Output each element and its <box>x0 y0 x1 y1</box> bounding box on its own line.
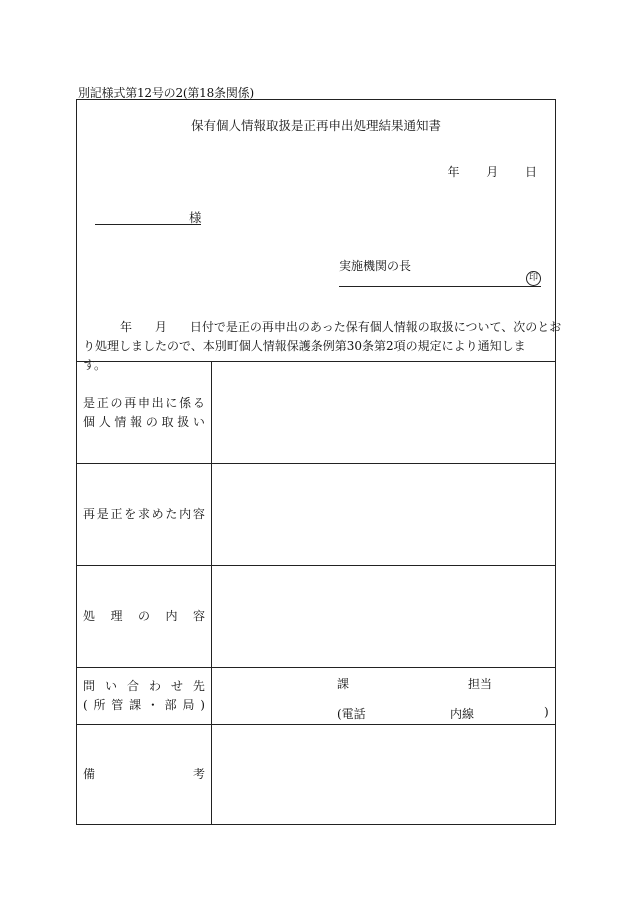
request-content-field[interactable] <box>212 464 555 565</box>
row-label-contact <box>77 668 212 724</box>
label-char: 再 <box>83 507 96 521</box>
label-char: た <box>165 507 178 521</box>
label-char: 考 <box>192 767 205 781</box>
label-char: を <box>124 507 137 521</box>
label-char: わ <box>148 679 161 693</box>
label-char: 出 <box>151 395 164 410</box>
label-char: 合 <box>126 679 139 693</box>
label-line <box>83 394 205 413</box>
processing-field[interactable] <box>212 566 555 667</box>
label-char: 所 <box>93 698 106 712</box>
label-char: に <box>165 395 178 410</box>
label-char: の <box>137 609 150 623</box>
addressee-honorific: 様 <box>189 210 202 225</box>
label-char: 問 <box>83 679 96 693</box>
label-char: の <box>110 395 123 410</box>
contact-phone: (電話 <box>337 707 366 721</box>
contact-field[interactable] <box>212 668 555 724</box>
label-char: 部 <box>164 698 177 712</box>
table-row <box>77 463 555 565</box>
sender-title: 実施機関の長 <box>339 259 412 273</box>
label-char: 個 <box>83 414 96 429</box>
sender-signature-line[interactable] <box>339 286 541 287</box>
row-label-request-content <box>77 464 212 565</box>
notice-form <box>76 99 562 825</box>
form-number: 別記様式第12号の2(第18条関係) <box>78 86 254 100</box>
label-char: 課 <box>129 698 142 712</box>
label-char: 報 <box>130 414 143 429</box>
date-month: 月 <box>486 165 499 179</box>
label-char: 取 <box>161 414 174 429</box>
row-label-handling <box>77 362 212 463</box>
label-char: 係 <box>179 395 192 410</box>
body-month: 月 <box>154 320 167 334</box>
label-char: 処 <box>83 609 96 623</box>
label-char: 先 <box>192 679 205 693</box>
label-line <box>83 696 205 715</box>
label-char: 正 <box>110 507 123 521</box>
label-char: ・ <box>146 698 159 712</box>
date-day: 日 <box>524 165 537 179</box>
label-char: 管 <box>111 698 124 712</box>
label-line <box>83 677 205 696</box>
label-char: ( <box>83 698 88 712</box>
date-year: 年 <box>447 165 460 179</box>
seal-mark: 印 <box>526 271 541 286</box>
label-char: 人 <box>98 414 111 429</box>
label-char: せ <box>170 679 183 693</box>
table-row <box>77 361 555 463</box>
label-char: 内 <box>165 609 178 623</box>
row-label-remarks <box>77 725 212 824</box>
label-char: い <box>192 414 205 429</box>
label-char: 申 <box>137 395 150 410</box>
label-char: 備 <box>83 767 96 781</box>
handling-field[interactable] <box>212 362 555 463</box>
label-line <box>83 765 205 784</box>
body-line2: り処理しましたので、本別町個人情報保護条例第30条第2項の規定により通知します。 <box>83 339 526 372</box>
label-char: 理 <box>110 609 123 623</box>
label-char: 是 <box>83 395 96 410</box>
label-line <box>83 607 205 626</box>
contact-division: 課 <box>337 677 350 691</box>
table-row <box>77 724 555 824</box>
table-row <box>77 667 555 724</box>
label-char: め <box>151 507 164 521</box>
body-year: 年 <box>120 320 133 334</box>
label-char: 扱 <box>177 414 190 429</box>
row-label-processing <box>77 566 212 667</box>
label-char: 容 <box>192 609 205 623</box>
contact-extension: 内線 <box>450 707 475 721</box>
label-char: 容 <box>192 507 205 521</box>
label-char: る <box>192 395 205 410</box>
contact-person: 担当 <box>468 677 493 691</box>
label-char: 求 <box>137 507 150 521</box>
label-char: 局 <box>182 698 195 712</box>
label-char: い <box>104 679 117 693</box>
label-char: の <box>145 414 158 429</box>
issue-date <box>448 163 537 180</box>
document-title: 保有個人情報取扱是正再申出処理結果通知書 <box>190 118 441 133</box>
label-char: ) <box>200 698 205 712</box>
label-line <box>83 413 205 432</box>
table-row <box>77 565 555 667</box>
label-char: 正 <box>96 395 109 410</box>
body-line1: 日付で是正の再申出のあった保有個人情報の取扱について、次のとお <box>189 320 562 334</box>
label-char: 内 <box>179 507 192 521</box>
addressee-name-line[interactable] <box>95 224 201 225</box>
details-table <box>77 361 555 824</box>
label-char: 再 <box>124 395 137 410</box>
label-line <box>83 505 205 524</box>
label-char: 是 <box>96 507 109 521</box>
contact-phone-close: ) <box>544 705 549 719</box>
remarks-field[interactable] <box>212 725 555 824</box>
label-char: 情 <box>114 414 127 429</box>
